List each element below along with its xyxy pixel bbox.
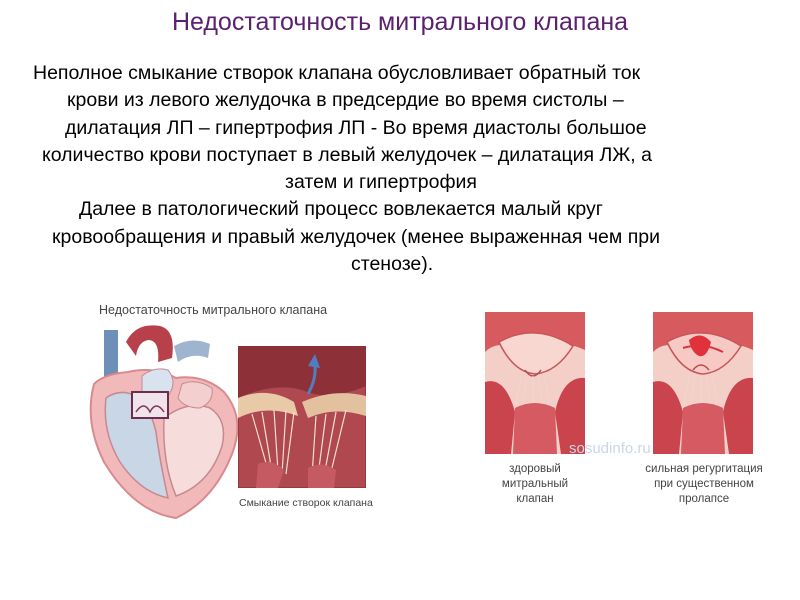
prolapse-caption: сильная регургитация при существенном пролапсе (645, 463, 763, 505)
body-line: количество крови поступает в левый желудочек – дилатация ЛЖ, а (42, 143, 652, 166)
body-line: Далее в патологический процесс вовлекается малый круг (79, 198, 603, 221)
valve-closure-closeup (238, 346, 366, 488)
body-line: дилатация ЛП – гипертрофия ЛП - Во время диастолы большое (65, 116, 647, 139)
slide-title: Недостаточность митрального клапана (171, 8, 629, 36)
heart-cross-section-illustration (64, 322, 254, 528)
healthy-valve-caption: здоровый митральный клапан (501, 463, 569, 505)
body-line: затем и гипертрофия (285, 171, 477, 194)
left-figure-title: Недостаточность митрального клапана (99, 303, 328, 317)
body-line: Неполное смыкание створок клапана обусловливает обратный ток (33, 62, 641, 84)
body-line: стенозе). (351, 253, 434, 276)
sosudinfo-watermark: sosudinfo.ru (569, 440, 651, 457)
body-line: крови из левого желудочка в предсердие во время систолы – (67, 89, 624, 112)
mitral-valve-prolapse-image (653, 312, 753, 454)
left-figure-caption: Смыкание створок клапана (239, 497, 373, 509)
slide-body-text (0, 60, 800, 278)
body-line: кровообращения и правый желудочек (менее выраженная чем при (52, 225, 660, 248)
healthy-mitral-valve-image (485, 312, 585, 454)
